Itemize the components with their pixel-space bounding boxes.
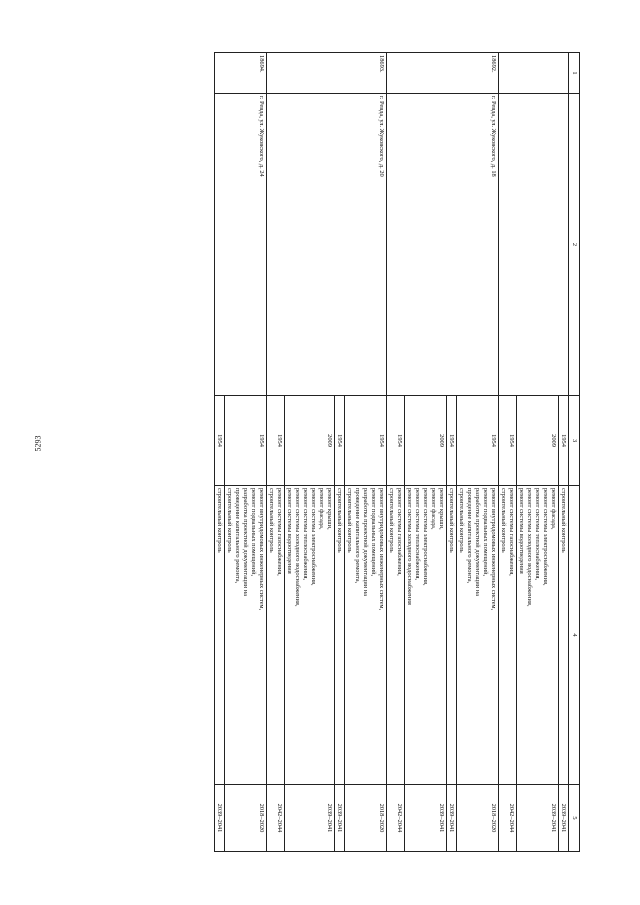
works-cell: ремонт фасада, ремонт системы электроснабжения, ремонт системы теплоснабжения, ремонт системы холодного водоснабжения, ремонт системы водоотведения (517, 485, 559, 784)
period-cell: 2039–2041 (285, 784, 335, 851)
works-cell: ремонт системы газоснабжения, строительный контроль (387, 485, 405, 784)
year-cell: 1954 (335, 396, 345, 486)
year-cell: 2009 (517, 396, 559, 486)
year-cell: 1954 (225, 396, 267, 486)
column-header-2: 2 (569, 93, 580, 395)
table-header-row (569, 53, 580, 852)
period-cell: 2042–2044 (387, 784, 405, 851)
year-cell: 1954 (457, 396, 499, 486)
year-cell: 1954 (345, 396, 387, 486)
works-cell: строительный контроль (559, 485, 569, 784)
works-cell: ремонт системы газоснабжения, строительный контроль (267, 485, 285, 784)
row-number-cell: 18694. (215, 53, 267, 94)
document-page (80, 52, 580, 852)
works-cell: ремонт крыши, ремонт фасада, ремонт системы электроснабжения, ремонт системы теплоснабжения, ремонт системы холодного водоснабжения, ремонт системы водоотведения (285, 485, 335, 784)
address-cell (499, 93, 569, 395)
row-number-cell: 18693. (267, 53, 387, 94)
page-number: 5293 (33, 435, 43, 452)
works-cell: ремонт внутридомовых инженерных систем, ремонт подвальных помещений, разработка проектной документации на проведение капитального ремонта, строительный контроль (345, 485, 387, 784)
year-cell: 1954 (447, 396, 457, 486)
address-cell: г. Ревда, ул. Жуковского, д. 24 (215, 93, 267, 395)
address-cell: г. Ревда, ул. Жуковского, д. 20 (267, 93, 387, 395)
column-header-3: 3 (569, 396, 580, 486)
year-cell: 2009 (405, 396, 447, 486)
period-cell: 2018–2020 (225, 784, 267, 851)
period-cell: 2039–2041 (559, 784, 569, 851)
works-cell: строительный контроль (215, 485, 225, 784)
year-cell: 1954 (559, 396, 569, 486)
period-cell: 2039–2041 (405, 784, 447, 851)
row-number-cell: 18692. (387, 53, 499, 94)
table-row (559, 53, 569, 852)
year-cell: 1954 (215, 396, 225, 486)
column-header-1: 1 (569, 53, 580, 94)
table-row (457, 53, 499, 852)
address-cell: г. Ревда, ул. Жуковского, д. 18 (387, 93, 499, 395)
year-cell: 1954 (387, 396, 405, 486)
row-number-cell (499, 53, 569, 94)
year-cell: 1954 (499, 396, 517, 486)
works-cell: ремонт крыши, ремонт фасада, ремонт системы электроснабжения, ремонт системы теплоснабжения, ремонт системы холодного водоснабжения (405, 485, 447, 784)
works-cell: ремонт системы газоснабжения, строительный контроль (499, 485, 517, 784)
table-row (345, 53, 387, 852)
works-cell: строительный контроль (447, 485, 457, 784)
column-header-5: 5 (569, 784, 580, 851)
year-cell: 2009 (285, 396, 335, 486)
period-cell: 2042–2044 (267, 784, 285, 851)
works-cell: ремонт внутридомовых инженерных систем, ремонт подвальных помещений, разработка проектной документации на проведение капитального ремонта, строительный контроль (225, 485, 267, 784)
period-cell: 2039–2041 (335, 784, 345, 851)
period-cell: 2018–2020 (457, 784, 499, 851)
period-cell: 2039–2041 (215, 784, 225, 851)
works-cell: строительный контроль (335, 485, 345, 784)
works-cell: ремонт внутридомовых инженерных систем, ремонт подвальных помещений, разработка проектной документации на проведение капитального ремонта, строительный контроль (457, 485, 499, 784)
year-cell: 1954 (267, 396, 285, 486)
period-cell: 2039–2041 (517, 784, 559, 851)
column-header-4: 4 (569, 485, 580, 784)
repair-schedule-table (214, 52, 580, 852)
period-cell: 2018–2020 (345, 784, 387, 851)
period-cell: 2039–2041 (447, 784, 457, 851)
period-cell: 2042–2044 (499, 784, 517, 851)
table-row (225, 53, 267, 852)
